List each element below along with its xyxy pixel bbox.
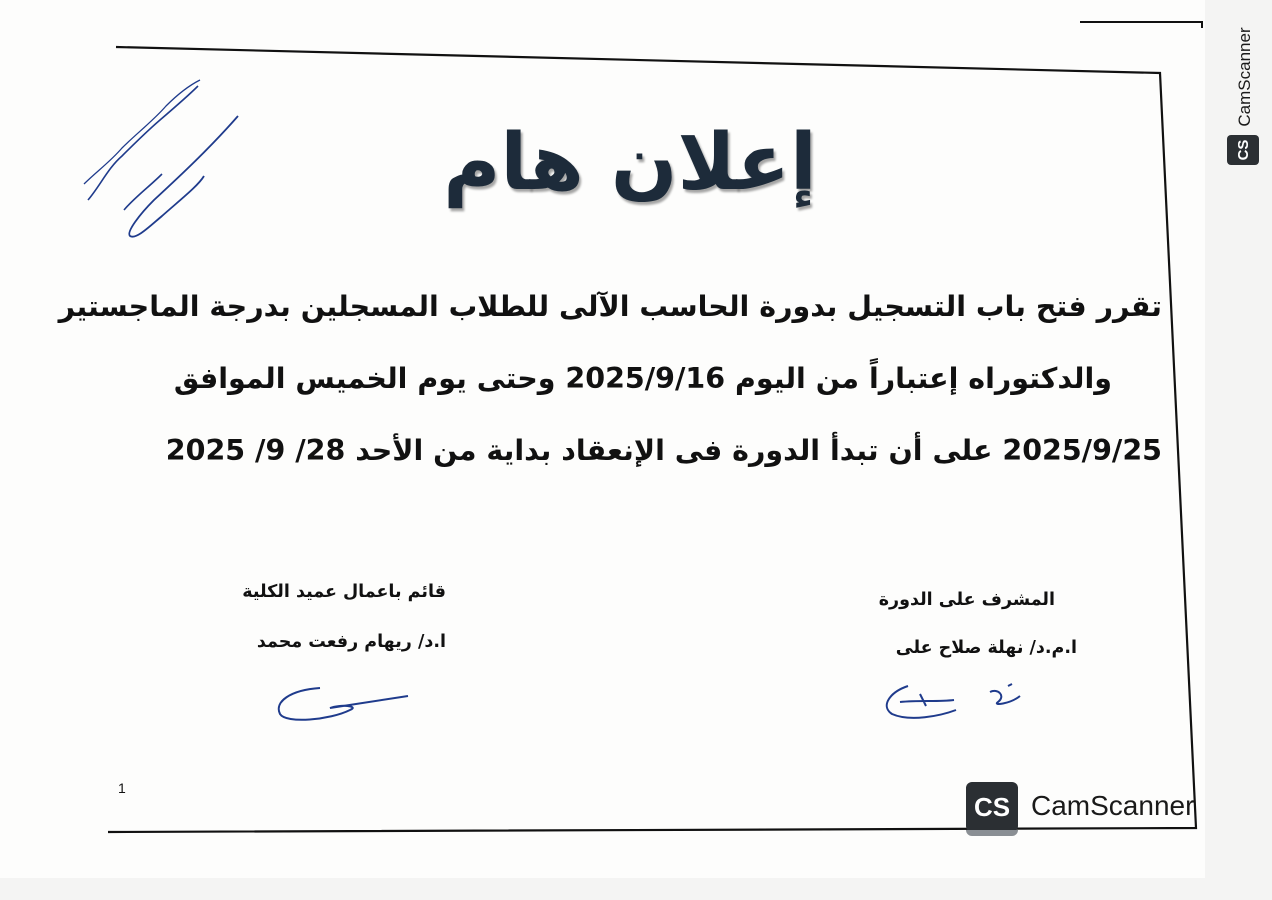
left-signature-mark	[270, 682, 420, 732]
announcement-title: إعلان هام	[443, 118, 817, 208]
body-line-2: والدكتوراه إعتباراً من اليوم 2025/9/16 وحتى يوم الخميس الموافق	[173, 362, 1112, 395]
camscanner-logo-icon: CS	[966, 782, 1018, 832]
camscanner-side-logo-icon: CS	[1227, 135, 1259, 165]
handwritten-note	[70, 76, 260, 246]
body-line-3: 2025/9/25 على أن تبدأ الدورة فى الإنعقاد بداية من الأحد 28/ 9/ 2025	[165, 434, 1162, 467]
right-signature-mark	[880, 676, 1040, 726]
camscanner-watermark: CamScanner	[1031, 790, 1195, 821]
camscanner-side-watermark: CamScanner	[1235, 27, 1254, 127]
page-number: 1	[118, 780, 126, 796]
right-signatory-name: ا.م.د/ نهلة صلاح على	[895, 638, 1077, 658]
body-line-1: تقرر فتح باب التسجيل بدورة الحاسب الآلى للطلاب المسجلين بدرجة الماجستير	[58, 290, 1162, 323]
right-signatory-role: المشرف على الدورة	[878, 590, 1055, 610]
left-signatory-role: قائم باعمال عميد الكلية	[242, 582, 446, 602]
left-signatory-name: ا.د/ ريهام رفعت محمد	[256, 632, 446, 652]
